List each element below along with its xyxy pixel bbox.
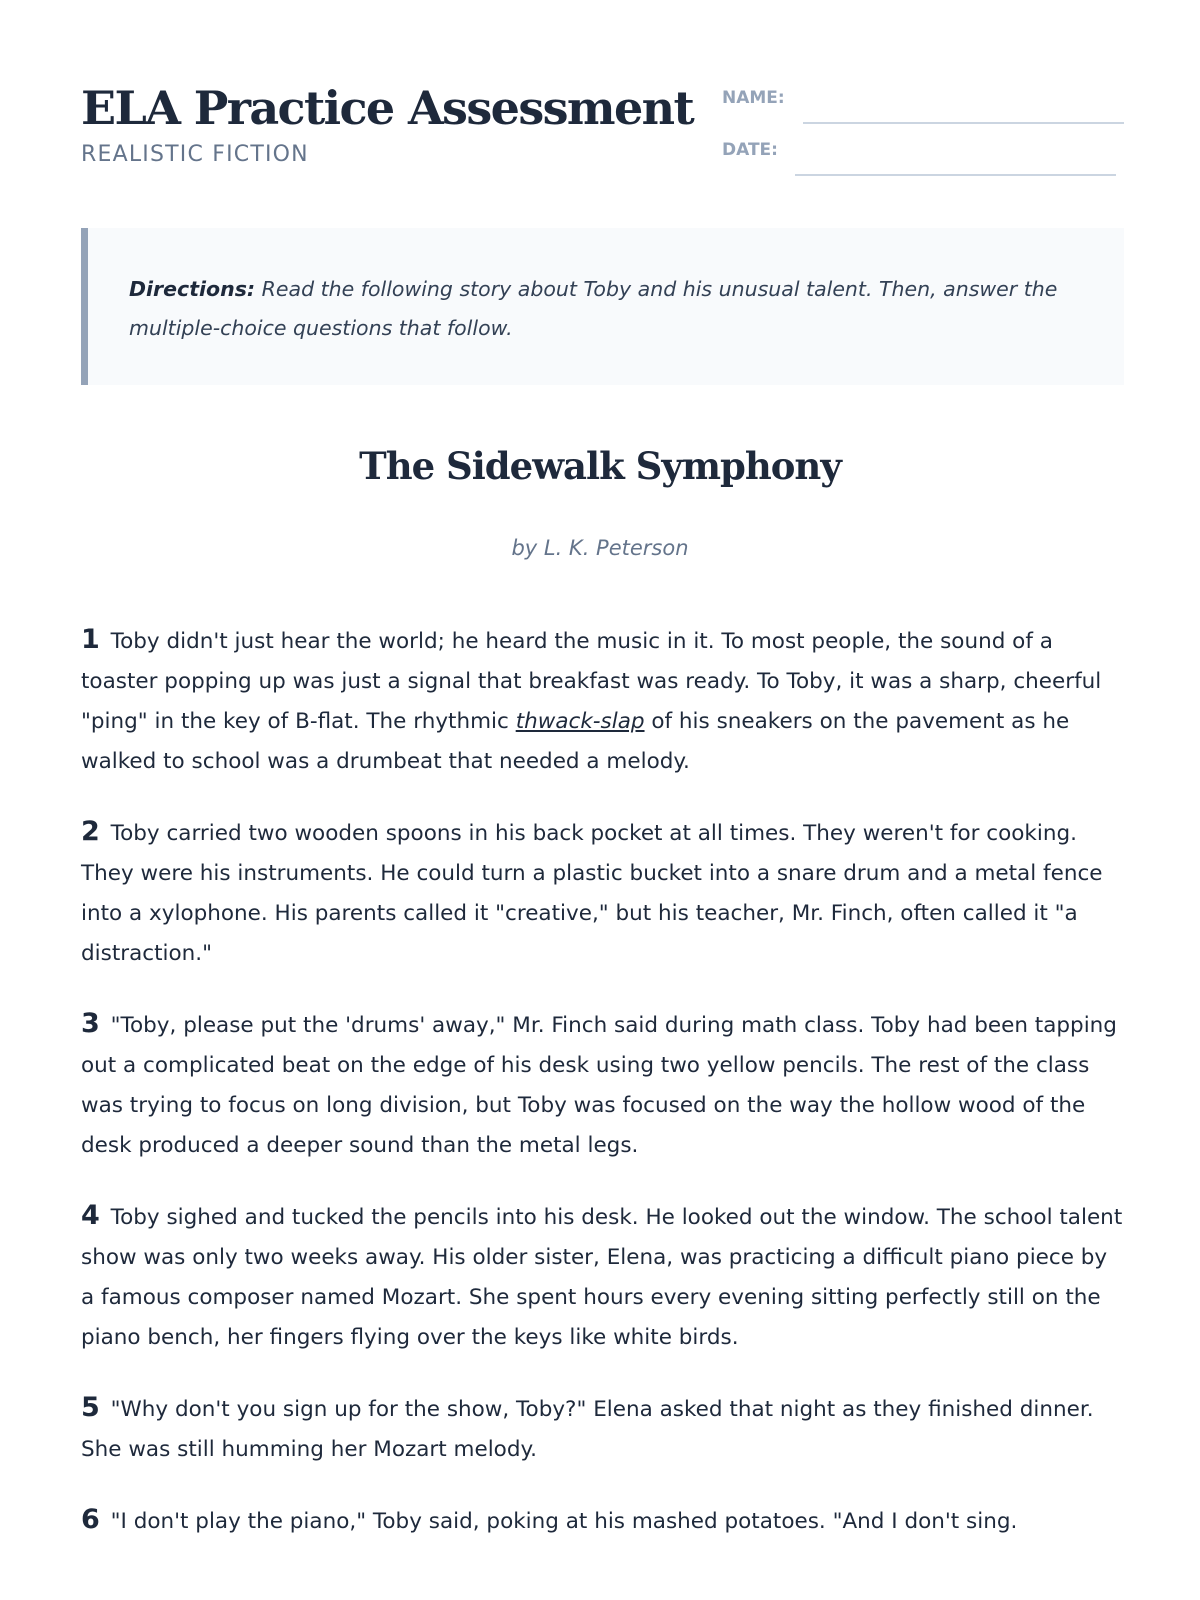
paragraph-number: 6 [81,1504,100,1535]
paragraph-text: Toby carried two wooden spoons in his back pocket at all times. They weren't for cooking. They were his instruments. He could turn a plastic bucket into a snare drum and a metal fence into a xylophone. His parents called it "creative," but his teacher, Mr. Finch, often called it "a distraction." [81,821,1103,966]
paragraph-text: "I don't play the piano," Toby said, poking at his mashed potatoes. "And I don't sing. [110,1509,1018,1534]
paragraph-number: 3 [81,1008,100,1039]
paragraph-text: "Toby, please put the 'drums' away," Mr. Finch said during math class. Toby had been tapping out a complicated beat on the edge of his desk using two yellow pencils. The rest of the class was trying to focus on long division, but Toby was focused on the way the hollow wood of the desk produced a deeper sound than the metal legs. [81,1013,1117,1158]
directions-box [81,228,1124,385]
paragraph-number: 4 [81,1200,100,1231]
name-field [722,84,1124,124]
story-body [81,620,1124,1572]
paragraph-number: 1 [81,624,100,655]
paragraph-text: "Why don't you sign up for the show, Toby?" Elena asked that night as they finished dinner. She was still humming her Mozart melody. [81,1397,1094,1462]
paragraph-5 [81,1388,1124,1470]
paragraph-1 [81,620,1124,782]
paragraph-6 [81,1500,1124,1542]
paragraph-number: 5 [81,1392,100,1423]
date-line [795,174,1116,176]
genre-subtitle: REALISTIC FICTION [81,142,309,167]
underlined-sound-word: thwack-slap [515,709,645,734]
date-label: DATE: [722,140,778,160]
date-field [722,136,1124,176]
directions-label: Directions: [129,277,256,301]
paragraph-4 [81,1196,1124,1358]
directions-text: Read the following story about Toby and his unusual talent. Then, answer the multiple-choice questions that follow. [129,277,1058,340]
worksheet-header [81,78,1124,178]
page-title: ELA Practice Assessment [81,81,694,135]
story-title: The Sidewalk Symphony [359,444,841,488]
paragraph-3 [81,1004,1124,1166]
name-line [803,122,1124,124]
paragraph-number: 2 [81,816,100,847]
story-author: by L. K. Peterson [511,536,689,560]
paragraph-2 [81,812,1124,974]
name-label: NAME: [722,88,785,108]
paragraph-text: of his sneakers on the pavement as he walked to school was a drumbeat that needed a melody. [81,709,1070,774]
paragraph-text: Toby sighed and tucked the pencils into his desk. He looked out the window. The school talent show was only two weeks away. His older sister, Elena, was practicing a difficult piano piece by a famous composer named Mozart. She spent hours every evening sitting perfectly still on the piano bench, her fingers flying over the keys like white birds. [81,1205,1123,1350]
paragraph-text: Toby didn't just hear the world; he heard the music in it. To most people, the sound of a toaster popping up was just a signal that breakfast was ready. To Toby, it was a sharp, cheerful "ping" in the key of B-flat. The rhythmic [81,629,1102,734]
